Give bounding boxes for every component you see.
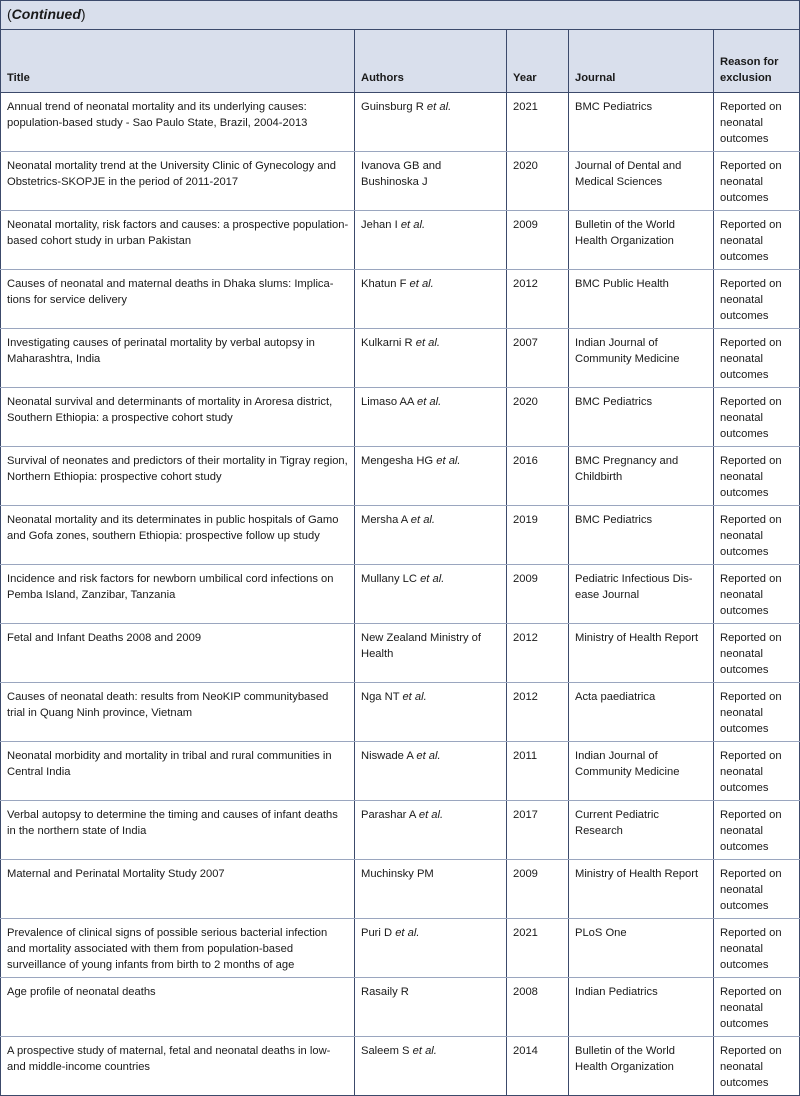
cell-title: Fetal and Infant Deaths 2008 and 2009 xyxy=(1,624,355,683)
cell-authors xyxy=(355,1037,507,1096)
cell-journal: Acta paediatrica xyxy=(569,683,714,742)
cell-authors xyxy=(355,506,507,565)
cell-title: Verbal autopsy to determine the timing and causes of infant deaths in the northern state of India xyxy=(1,801,355,860)
author-names: New Zealand Ministry of Health xyxy=(361,632,481,660)
cell-reason: Reported on neonatal outcomes xyxy=(714,919,800,978)
author-names: Ivanova GB and Bushinoska J xyxy=(361,160,442,188)
cell-journal: BMC Public Health xyxy=(569,270,714,329)
cell-reason: Reported on neonatal outcomes xyxy=(714,152,800,211)
cell-journal: Journal of Dental and Medical Sciences xyxy=(569,152,714,211)
cell-year: 2012 xyxy=(507,683,569,742)
author-et-al: et al. xyxy=(418,809,444,821)
cell-reason: Reported on neonatal outcomes xyxy=(714,388,800,447)
cell-year: 2009 xyxy=(507,211,569,270)
cell-reason: Reported on neonatal outcomes xyxy=(714,211,800,270)
cell-year: 2009 xyxy=(507,565,569,624)
cell-title: Neonatal mortality and its determinates in public hospitals of Gamo and Gofa zones, southern Ethiopia: prospective follow up study xyxy=(1,506,355,565)
author-et-al: et al. xyxy=(416,750,441,762)
column-header-authors: Authors xyxy=(355,30,507,93)
table-row xyxy=(1,152,800,211)
cell-year: 2012 xyxy=(507,624,569,683)
cell-title: Neonatal mortality trend at the University Clinic of Gynecology and Obstetrics-SKOPJE in the period of 2011-2017 xyxy=(1,152,355,211)
author-names: Muchinsky PM xyxy=(361,868,434,880)
cell-reason: Reported on neonatal outcomes xyxy=(714,860,800,919)
table-row xyxy=(1,447,800,506)
table-row xyxy=(1,388,800,447)
table-row xyxy=(1,742,800,801)
cell-reason: Reported on neonatal outcomes xyxy=(714,742,800,801)
cell-year: 2007 xyxy=(507,329,569,388)
author-et-al: et al. xyxy=(415,337,440,349)
cell-year: 2020 xyxy=(507,388,569,447)
table-row xyxy=(1,270,800,329)
cell-reason: Reported on neonatal outcomes xyxy=(714,93,800,152)
cell-title: Incidence and risk factors for newborn umbilical cord infections on Pemba Island, Zanzibar, Tanzania xyxy=(1,565,355,624)
cell-authors xyxy=(355,801,507,860)
cell-reason: Reported on neonatal outcomes xyxy=(714,1037,800,1096)
author-et-al: et al. xyxy=(400,219,426,231)
cell-journal: Ministry of Health Report xyxy=(569,624,714,683)
cell-title: Annual trend of neonatal mortality and its underlying causes: population-based study - Sao Paulo State, Brazil, 2004-2013 xyxy=(1,93,355,152)
table-row xyxy=(1,978,800,1037)
author-names: Guinsburg R xyxy=(361,101,427,113)
cell-authors xyxy=(355,329,507,388)
cell-year: 2012 xyxy=(507,270,569,329)
author-names: Mengesha HG xyxy=(361,455,437,467)
table-row xyxy=(1,860,800,919)
cell-reason: Reported on neonatal outcomes xyxy=(714,506,800,565)
table-row xyxy=(1,93,800,152)
author-names: Puri D xyxy=(361,927,396,939)
cell-authors xyxy=(355,447,507,506)
cell-reason: Reported on neonatal outcomes xyxy=(714,978,800,1037)
cell-title: Neonatal survival and determinants of mortality in Aroresa district, Southern Ethiopia: a prospective cohort study xyxy=(1,388,355,447)
cell-authors xyxy=(355,978,507,1037)
cell-authors xyxy=(355,270,507,329)
cell-journal: BMC Pediatrics xyxy=(569,506,714,565)
column-header-year: Year xyxy=(507,30,569,93)
cell-title: Neonatal morbidity and mortality in tribal and rural communities in Central India xyxy=(1,742,355,801)
author-names: Saleem S xyxy=(361,1045,413,1057)
table-header-row xyxy=(1,30,800,93)
table-row xyxy=(1,919,800,978)
author-names: Niswade A xyxy=(361,750,417,762)
cell-journal: Ministry of Health Report xyxy=(569,860,714,919)
author-names: Mullany LC xyxy=(361,573,421,585)
table-caption-row xyxy=(1,1,800,30)
cell-reason: Reported on neonatal outcomes xyxy=(714,329,800,388)
author-names: Kulkarni R xyxy=(361,337,416,349)
cell-title: Investigating causes of perinatal mortality by verbal autopsy in Maharashtra, India xyxy=(1,329,355,388)
cell-year: 2020 xyxy=(507,152,569,211)
cell-title: Causes of neonatal and maternal deaths in Dhaka slums: Implica-tions for service delivery xyxy=(1,270,355,329)
cell-journal: Bulletin of the World Health Organization xyxy=(569,1037,714,1096)
cell-journal: BMC Pediatrics xyxy=(569,388,714,447)
caption-text: Continued xyxy=(11,6,81,22)
author-et-al: et al. xyxy=(426,101,452,113)
cell-authors xyxy=(355,919,507,978)
author-names: Nga NT xyxy=(361,691,403,703)
cell-journal: Pediatric Infectious Dis-ease Journal xyxy=(569,565,714,624)
author-names: Limaso AA xyxy=(361,396,417,408)
cell-authors xyxy=(355,211,507,270)
cell-authors xyxy=(355,860,507,919)
author-et-al: et al. xyxy=(412,1045,437,1057)
cell-reason: Reported on neonatal outcomes xyxy=(714,801,800,860)
cell-title: Prevalence of clinical signs of possible serious bacterial infection and mortality associated with them from population-based surveillance of young infants from birth to 2 months of age xyxy=(1,919,355,978)
cell-year: 2021 xyxy=(507,93,569,152)
cell-authors xyxy=(355,565,507,624)
table-row xyxy=(1,801,800,860)
author-et-al: et al. xyxy=(409,278,434,290)
table-row xyxy=(1,506,800,565)
cell-authors xyxy=(355,152,507,211)
author-names: Jehan I xyxy=(361,219,401,231)
cell-reason: Reported on neonatal outcomes xyxy=(714,270,800,329)
cell-year: 2011 xyxy=(507,742,569,801)
cell-title: Maternal and Perinatal Mortality Study 2007 xyxy=(1,860,355,919)
cell-year: 2014 xyxy=(507,1037,569,1096)
cell-authors xyxy=(355,683,507,742)
author-et-al: et al. xyxy=(410,514,436,526)
cell-journal: Bulletin of the World Health Organization xyxy=(569,211,714,270)
cell-year: 2009 xyxy=(507,860,569,919)
author-names: Mersha A xyxy=(361,514,411,526)
table-row xyxy=(1,1037,800,1096)
cell-year: 2008 xyxy=(507,978,569,1037)
cell-journal: Current Pediatric Research xyxy=(569,801,714,860)
table-row xyxy=(1,211,800,270)
cell-reason: Reported on neonatal outcomes xyxy=(714,624,800,683)
table-row xyxy=(1,329,800,388)
cell-reason: Reported on neonatal outcomes xyxy=(714,565,800,624)
cell-journal: BMC Pregnancy and Childbirth xyxy=(569,447,714,506)
author-names: Parashar A xyxy=(361,809,419,821)
author-names: Khatun F xyxy=(361,278,410,290)
cell-year: 2017 xyxy=(507,801,569,860)
author-et-al: et al. xyxy=(436,455,461,467)
column-header-title: Title xyxy=(1,30,355,93)
cell-journal: Indian Journal of Community Medicine xyxy=(569,742,714,801)
cell-reason: Reported on neonatal outcomes xyxy=(714,447,800,506)
table-caption: (Continued) xyxy=(1,1,800,30)
table-row xyxy=(1,565,800,624)
cell-title: Survival of neonates and predictors of their mortality in Tigray region, Northern Ethiopia: prospective cohort study xyxy=(1,447,355,506)
cell-year: 2021 xyxy=(507,919,569,978)
column-header-reason: Reason for exclusion xyxy=(714,30,800,93)
cell-reason: Reported on neonatal outcomes xyxy=(714,683,800,742)
author-names: Rasaily R xyxy=(361,986,409,998)
author-et-al: et al. xyxy=(420,573,445,585)
author-et-al: et al. xyxy=(395,927,420,939)
cell-journal: BMC Pediatrics xyxy=(569,93,714,152)
cell-title: Causes of neonatal death: results from NeoKIP communitybased trial in Quang Ninh province, Vietnam xyxy=(1,683,355,742)
author-et-al: et al. xyxy=(416,396,442,408)
cell-title: Neonatal mortality, risk factors and causes: a prospective population-based cohort study in urban Pakistan xyxy=(1,211,355,270)
cell-title: Age profile of neonatal deaths xyxy=(1,978,355,1037)
table-row xyxy=(1,624,800,683)
cell-authors xyxy=(355,742,507,801)
author-et-al: et al. xyxy=(402,691,427,703)
cell-journal: PLoS One xyxy=(569,919,714,978)
cell-authors xyxy=(355,624,507,683)
cell-year: 2016 xyxy=(507,447,569,506)
cell-authors xyxy=(355,388,507,447)
table-row xyxy=(1,683,800,742)
cell-title: A prospective study of maternal, fetal and neonatal deaths in low-and middle-income countries xyxy=(1,1037,355,1096)
cell-journal: Indian Pediatrics xyxy=(569,978,714,1037)
cell-journal: Indian Journal of Community Medicine xyxy=(569,329,714,388)
cell-year: 2019 xyxy=(507,506,569,565)
column-header-journal: Journal xyxy=(569,30,714,93)
cell-authors xyxy=(355,93,507,152)
